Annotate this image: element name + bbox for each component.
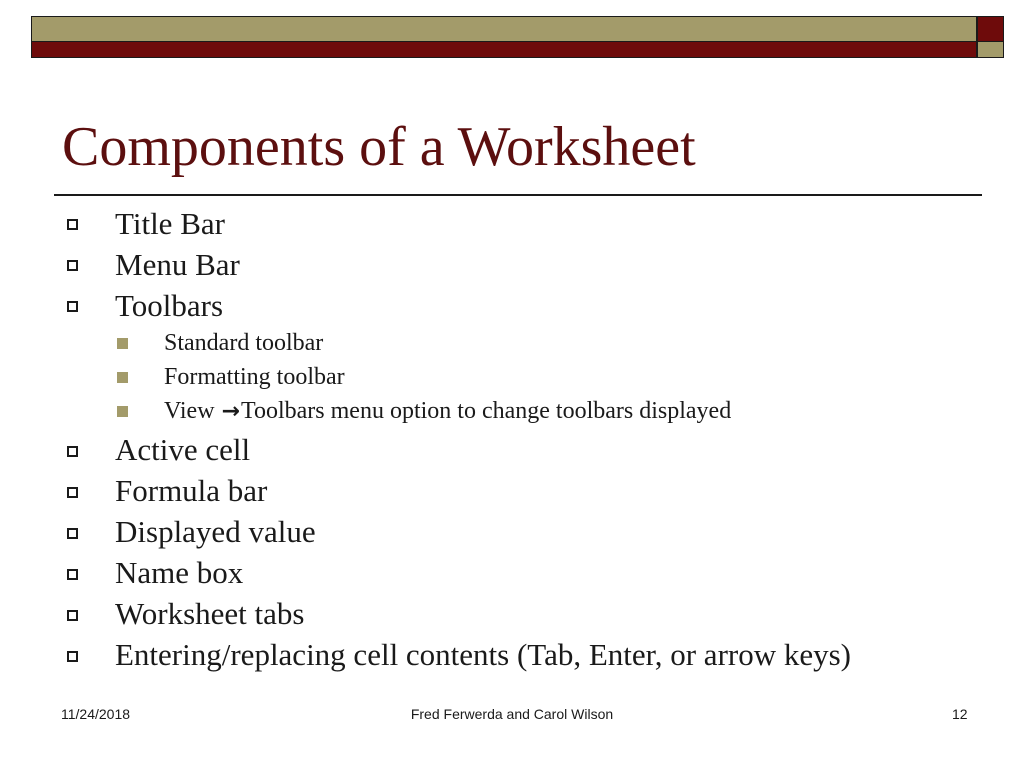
hollow-square-bullet-icon (67, 301, 78, 312)
filled-square-bullet-icon (117, 372, 128, 383)
hollow-square-bullet-icon (67, 446, 78, 457)
hollow-square-bullet-icon (67, 260, 78, 271)
bullet-item-formula-bar: Formula bar (115, 473, 268, 508)
footer-date: 11/24/2018 (61, 706, 131, 722)
bullet-item-name-box: Name box (115, 555, 244, 590)
bullet-item-entering-replacing: Entering/replacing cell contents (Tab, Enter, or arrow keys) (115, 637, 851, 672)
slide-title: Components of a Worksheet (62, 116, 696, 178)
toolbars-menu-text: Toolbars menu option to change toolbars displayed (240, 398, 732, 424)
bullet-item-displayed-value: Displayed value (115, 514, 316, 549)
bullet-item-menu-bar: Menu Bar (115, 247, 240, 282)
hollow-square-bullet-icon (67, 219, 78, 230)
bullet-item-toolbars: Toolbars (115, 288, 224, 323)
sub-bullet-formatting-toolbar: Formatting toolbar (164, 364, 345, 390)
filled-square-bullet-icon (117, 406, 128, 417)
view-text: View (164, 398, 221, 424)
sub-bullet-standard-toolbar: Standard toolbar (164, 330, 324, 356)
bullet-item-worksheet-tabs: Worksheet tabs (115, 596, 305, 631)
sub-bullet-view-toolbars (164, 396, 731, 427)
footer-page-number: 12 (952, 706, 968, 722)
bullet-item-title-bar: Title Bar (115, 206, 225, 241)
hollow-square-bullet-icon (67, 569, 78, 580)
hollow-square-bullet-icon (67, 487, 78, 498)
hollow-square-bullet-icon (67, 528, 78, 539)
footer-authors: Fred Ferwerda and Carol Wilson (410, 706, 614, 722)
bullet-item-active-cell: Active cell (115, 432, 251, 467)
hollow-square-bullet-icon (67, 651, 78, 662)
right-arrow-icon: → (221, 399, 240, 424)
hollow-square-bullet-icon (67, 610, 78, 621)
filled-square-bullet-icon (117, 338, 128, 349)
